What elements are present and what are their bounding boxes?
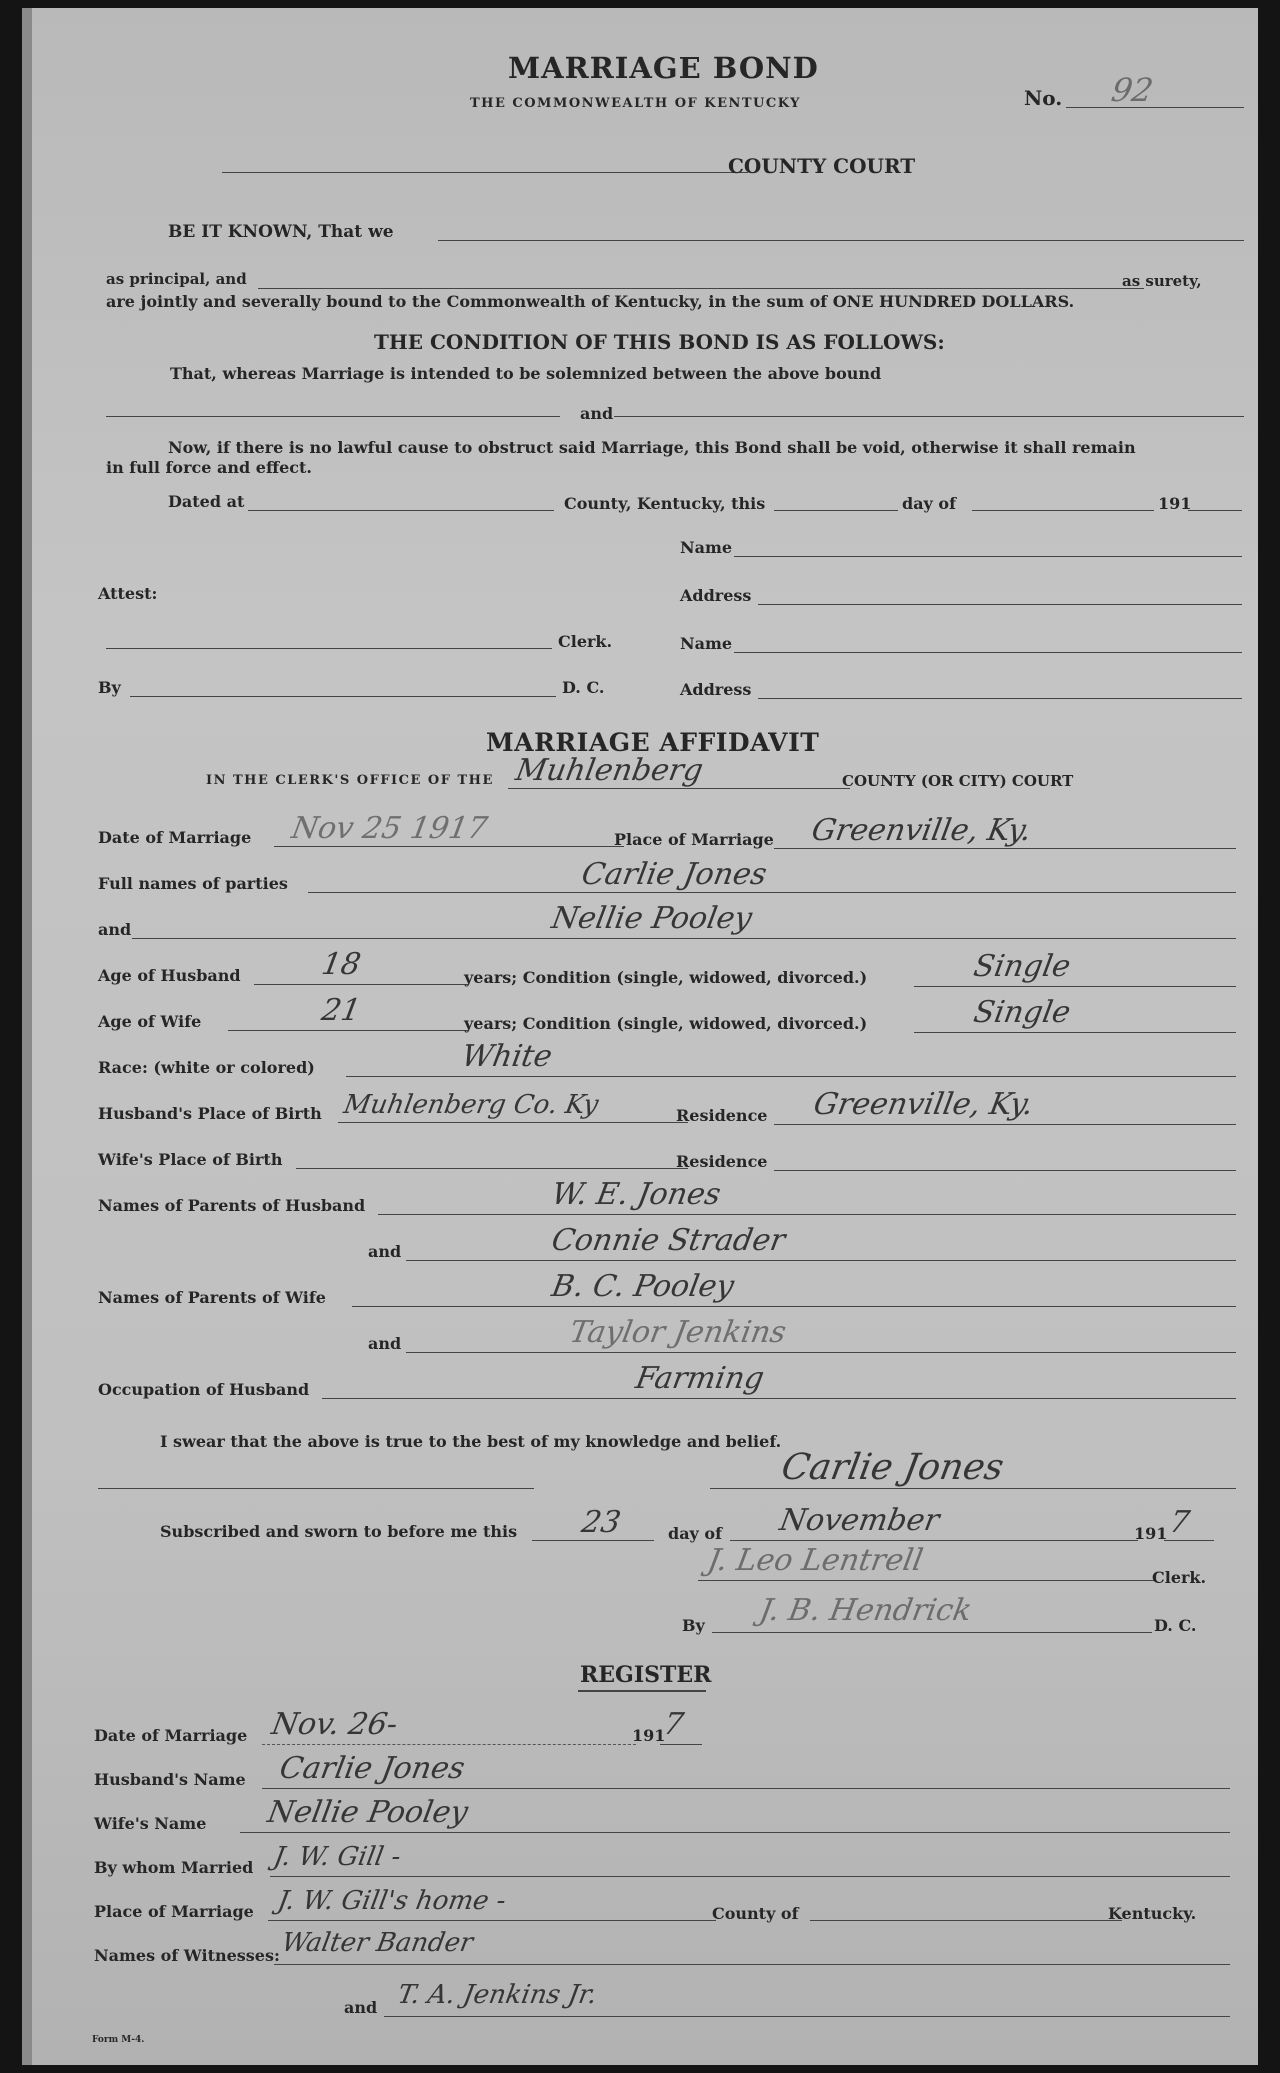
- party2-name: Nellie Pooley: [549, 901, 755, 936]
- register-date-value: Nov. 26-: [269, 1707, 401, 1742]
- principal-names-line: [438, 240, 1244, 241]
- parent-husband-2-line: [406, 1260, 1236, 1261]
- full-force-text: in full force and effect.: [106, 458, 312, 477]
- bond-name-line-2: [734, 652, 1242, 653]
- county-court-line: [222, 172, 748, 173]
- as-surety-text: as surety,: [1122, 272, 1202, 290]
- bond-address-label-1: Address: [680, 586, 752, 605]
- register-title: REGISTER: [580, 1662, 712, 1688]
- clerk-signature: J. Leo Lentrell: [705, 1543, 926, 1578]
- whereas-text: That, whereas Marriage is intended to be solemnized between the above bound: [170, 364, 882, 383]
- bond-by-label: By: [98, 678, 121, 697]
- bond-title: MARRIAGE BOND: [508, 51, 819, 85]
- affiant-signature: Carlie Jones: [778, 1447, 1007, 1488]
- wife-condition-value: Single: [971, 995, 1074, 1030]
- register-place-line: [268, 1920, 716, 1921]
- witness-1-line: [274, 1964, 1230, 1965]
- bond-name-label-2: Name: [680, 634, 733, 653]
- sworn-year-prefix: 191: [1134, 1524, 1168, 1543]
- dated-at-line: [248, 510, 554, 511]
- register-husband-value: Carlie Jones: [277, 1751, 468, 1786]
- register-kentucky: Kentucky.: [1108, 1904, 1197, 1923]
- register-place-label: Place of Marriage: [94, 1902, 254, 1921]
- bond-name-line-1: [734, 556, 1242, 557]
- affidavit-county-name: Muhlenberg: [513, 753, 706, 788]
- husband-condition-value: Single: [971, 949, 1074, 984]
- bond-clerk-label: Clerk.: [558, 632, 613, 651]
- register-by-whom-line: [270, 1876, 1230, 1877]
- bond-month-line: [972, 510, 1154, 511]
- age-husband-value: 18: [319, 947, 364, 982]
- register-county-line: [810, 1920, 1122, 1921]
- witness-2-name: T. A. Jenkins Jr.: [395, 1980, 600, 2010]
- as-principal-text: as principal, and: [106, 270, 247, 288]
- occupation-line: [322, 1398, 1236, 1399]
- party2-line: [132, 938, 1236, 939]
- party1-name: Carlie Jones: [579, 857, 770, 892]
- parent-wife-2: Taylor Jenkins: [567, 1315, 789, 1350]
- affidavit-dc-label: D. C.: [1154, 1616, 1197, 1635]
- register-wife-value: Nellie Pooley: [265, 1795, 471, 1830]
- clerk-signature-line: [698, 1580, 1156, 1581]
- witness-2-line: [384, 2016, 1230, 2017]
- register-year-line: [660, 1744, 702, 1745]
- now-if-text: Now, if there is no lawful cause to obstruct said Marriage, this Bond shall be void, otherwise it shall remain: [168, 438, 1136, 457]
- register-wife-line: [240, 1832, 1230, 1833]
- witness-1-name: Walter Bander: [279, 1928, 476, 1958]
- page-edge: [22, 8, 32, 2065]
- sworn-day-line: [532, 1540, 654, 1541]
- husband-residence-value: Greenville, Ky.: [811, 1087, 1036, 1122]
- form-number: Form M-4.: [92, 2035, 145, 2045]
- affidavit-county-line: [508, 788, 850, 789]
- parent-husband-2: Connie Strader: [549, 1223, 788, 1258]
- age-husband-line: [254, 984, 468, 985]
- subscribed-text: Subscribed and sworn to before me this: [160, 1522, 518, 1541]
- parent-wife-1-line: [352, 1306, 1236, 1307]
- affidavit-and-label-2: and: [368, 1242, 402, 1261]
- parents-husband-label: Names of Parents of Husband: [98, 1196, 366, 1215]
- wife-residence-label: Residence: [676, 1152, 768, 1171]
- party1-line: [308, 892, 1236, 893]
- bond-year-line: [1188, 510, 1242, 511]
- parent-husband-1-line: [378, 1214, 1236, 1215]
- affidavit-place-line: [774, 848, 1236, 849]
- register-by-whom-label: By whom Married: [94, 1858, 254, 1877]
- register-date-label: Date of Marriage: [94, 1726, 248, 1745]
- affidavit-and-label-1: and: [98, 920, 132, 939]
- husband-birth-value: Muhlenberg Co. Ky: [341, 1090, 601, 1120]
- dc-signature-line: [712, 1632, 1152, 1633]
- age-wife-label: Age of Wife: [98, 1012, 202, 1031]
- register-date-line: [262, 1744, 636, 1745]
- race-label: Race: (white or colored): [98, 1058, 315, 1077]
- wife-birth-line: [296, 1168, 688, 1169]
- husband-condition-line: [914, 986, 1236, 987]
- occupation-label: Occupation of Husband: [98, 1380, 310, 1399]
- bond-by-line: [130, 696, 556, 697]
- full-names-label: Full names of parties: [98, 874, 288, 893]
- swear-statement: I swear that the above is true to the best of my knowledge and belief.: [160, 1432, 782, 1451]
- sworn-year-line: [1164, 1540, 1214, 1541]
- sworn-day-of-text: day of: [668, 1524, 722, 1543]
- jointly-bound-text: are jointly and severally bound to the Commonwealth of Kentucky, in the sum of ONE HUNDRED DOLLARS.: [106, 292, 1075, 311]
- sworn-month-line: [730, 1540, 1138, 1541]
- marriage-bond-document: [22, 8, 1258, 2065]
- years-condition-text-1: years; Condition (single, widowed, divorced.): [464, 968, 868, 987]
- parent-wife-2-line: [406, 1352, 1236, 1353]
- age-wife-value: 21: [319, 993, 364, 1028]
- husband-birth-line: [338, 1122, 688, 1123]
- race-value: White: [459, 1039, 555, 1074]
- register-husband-label: Husband's Name: [94, 1770, 246, 1789]
- affidavit-date-value: Nov 25 1917: [289, 811, 491, 846]
- parent-wife-1: B. C. Pooley: [549, 1269, 737, 1304]
- affidavit-by-label: By: [682, 1616, 705, 1635]
- sworn-month-value: November: [777, 1503, 942, 1538]
- attest-clerk-line: [106, 648, 552, 649]
- bond-and-text: and: [580, 404, 614, 423]
- bond-name-label-1: Name: [680, 538, 733, 557]
- wife-condition-line: [914, 1032, 1236, 1033]
- register-wife-label: Wife's Name: [94, 1814, 207, 1833]
- occupation-value: Farming: [633, 1361, 767, 1396]
- bound-party1-line: [106, 416, 560, 417]
- affiant-signature-line: [710, 1488, 1236, 1489]
- affidavit-date-label: Date of Marriage: [98, 828, 252, 847]
- bond-subtitle: THE COMMONWEALTH OF KENTUCKY: [470, 96, 801, 111]
- register-witnesses-label: Names of Witnesses:: [94, 1946, 280, 1965]
- bound-party2-line: [614, 416, 1244, 417]
- county-ky-this-text: County, Kentucky, this: [564, 494, 766, 513]
- swear-left-line: [98, 1488, 534, 1489]
- sworn-day-value: 23: [579, 1505, 624, 1540]
- register-year-prefix: 191: [632, 1726, 666, 1745]
- affidavit-place-label: Place of Marriage: [614, 830, 774, 849]
- affidavit-title: MARRIAGE AFFIDAVIT: [486, 728, 820, 757]
- bond-address-line-2: [758, 698, 1242, 699]
- affidavit-clerk-label: Clerk.: [1152, 1568, 1207, 1587]
- sworn-year-suffix: 7: [1167, 1505, 1193, 1540]
- bond-year-prefix: 191: [1158, 494, 1192, 513]
- wife-birth-label: Wife's Place of Birth: [98, 1150, 283, 1169]
- husband-residence-line: [774, 1124, 1236, 1125]
- bond-address-line-1: [758, 604, 1242, 605]
- bond-day-line: [774, 510, 898, 511]
- register-title-underline: [578, 1690, 706, 1692]
- affidavit-place-value: Greenville, Ky.: [809, 813, 1034, 848]
- register-year-suffix: 7: [661, 1707, 687, 1742]
- register-place-value: J. W. Gill's home -: [275, 1886, 509, 1916]
- register-husband-line: [262, 1788, 1230, 1789]
- bond-number-line: [1066, 107, 1244, 108]
- bond-number-label: No.: [1024, 86, 1063, 110]
- register-and-label: and: [344, 1998, 378, 2017]
- attest-label: Attest:: [98, 584, 158, 603]
- parents-wife-label: Names of Parents of Wife: [98, 1288, 326, 1307]
- bond-day-of-text: day of: [902, 494, 956, 513]
- years-condition-text-2: years; Condition (single, widowed, divorced.): [464, 1014, 868, 1033]
- bond-address-label-2: Address: [680, 680, 752, 699]
- be-it-known-text: BE IT KNOWN, That we: [168, 222, 394, 242]
- dc-signature: J. B. Hendrick: [757, 1593, 975, 1628]
- dated-at-text: Dated at: [168, 492, 245, 511]
- parent-husband-1: W. E. Jones: [549, 1177, 724, 1212]
- affidavit-date-line: [274, 846, 624, 847]
- affidavit-and-label-3: and: [368, 1334, 402, 1353]
- bond-dc-label: D. C.: [562, 678, 605, 697]
- husband-birth-label: Husband's Place of Birth: [98, 1104, 322, 1123]
- condition-heading: THE CONDITION OF THIS BOND IS AS FOLLOWS:: [374, 330, 945, 354]
- husband-residence-label: Residence: [676, 1106, 768, 1125]
- bond-county-court: COUNTY COURT: [728, 154, 916, 178]
- race-line: [346, 1076, 1236, 1077]
- age-wife-line: [228, 1030, 468, 1031]
- clerks-office-text: IN THE CLERK'S OFFICE OF THE: [206, 773, 494, 788]
- affidavit-county-court: COUNTY (OR CITY) COURT: [842, 772, 1074, 790]
- bond-number-value: 92: [1108, 71, 1157, 109]
- surety-name-line: [258, 288, 1144, 289]
- age-husband-label: Age of Husband: [98, 966, 241, 985]
- register-by-whom-value: J. W. Gill -: [271, 1842, 404, 1872]
- register-county-of: County of: [712, 1904, 799, 1923]
- wife-residence-line: [774, 1170, 1236, 1171]
